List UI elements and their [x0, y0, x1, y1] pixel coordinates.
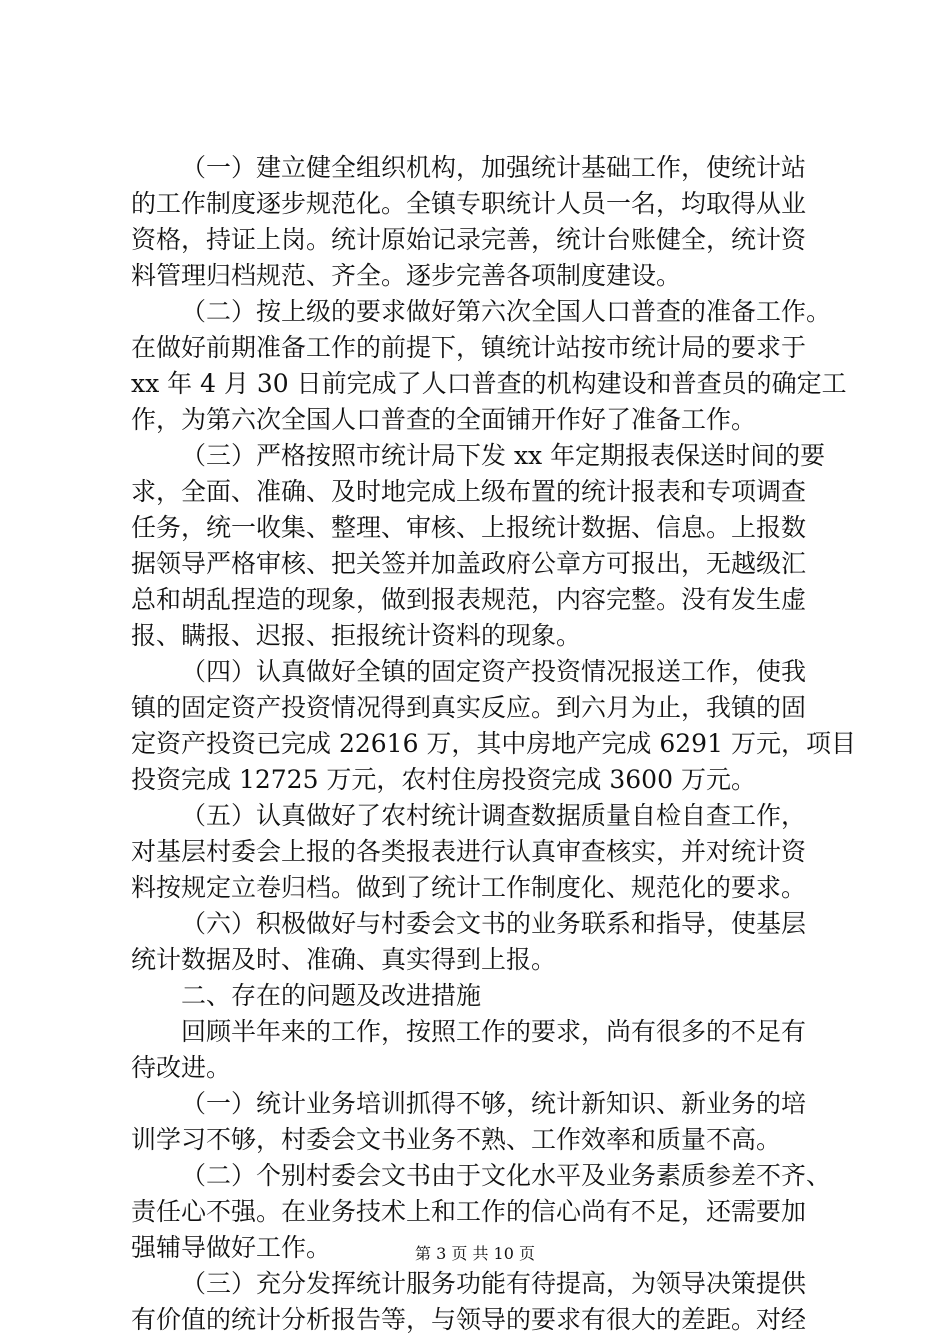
page-number-footer: 第 3 页 共 10 页 — [415, 1244, 535, 1263]
text-line: 回顾半年来的工作，按照工作的要求，尚有很多的不足有 — [181, 1017, 807, 1046]
text-line: （三）充分发挥统计服务功能有待提高，为领导决策提供 — [181, 1269, 807, 1298]
text-line: 料管理归档规范、齐全。逐步完善各项制度建设。 — [131, 261, 682, 290]
text-line: 的工作制度逐步规范化。全镇专职统计人员一名，均取得从业 — [131, 189, 807, 218]
text-line: 训学习不够，村委会文书业务不熟、工作效率和质量不高。 — [131, 1125, 782, 1154]
text-line: 在做好前期准备工作的前提下，镇统计站按市统计局的要求于 — [131, 333, 807, 362]
text-line: 镇的固定资产投资情况得到真实反应。到六月为止，我镇的固 — [131, 693, 807, 722]
text-line: （二）按上级的要求做好第六次全国人口普查的准备工作。 — [181, 297, 832, 326]
text-line: 据领导严格审核、把关签并加盖政府公章方可报出，无越级汇 — [131, 549, 807, 578]
text-line: （一）统计业务培训抓得不够，统计新知识、新业务的培 — [181, 1089, 807, 1118]
text-line: （二）个别村委会文书由于文化水平及业务素质参差不齐、 — [181, 1161, 832, 1190]
text-line: xx 年 4 月 30 日前完成了人口普查的机构建设和普查员的确定工 — [131, 369, 847, 398]
text-line: 投资完成 12725 万元，农村住房投资完成 3600 万元。 — [131, 765, 756, 794]
text-line: 总和胡乱捏造的现象，做到报表规范，内容完整。没有发生虚 — [131, 585, 807, 614]
text-line: 资格，持证上岗。统计原始记录完善，统计台账健全，统计资 — [131, 225, 807, 254]
text-line: 作，为第六次全国人口普查的全面铺开作好了准备工作。 — [131, 405, 757, 434]
text-line: 任务，统一收集、整理、审核、上报统计数据、信息。上报数 — [131, 513, 807, 542]
text-line: 有价值的统计分析报告等，与领导的要求有很大的差距。对经 — [131, 1305, 807, 1334]
text-line: （一）建立健全组织机构，加强统计基础工作，使统计站 — [181, 153, 807, 182]
text-line: 料按规定立卷归档。做到了统计工作制度化、规范化的要求。 — [131, 873, 807, 902]
document-body — [131, 150, 856, 1338]
text-line: 责任心不强。在业务技术上和工作的信心尚有不足，还需要加 — [131, 1197, 807, 1226]
text-line: 强辅导做好工作。 — [131, 1233, 332, 1262]
text-line: （三）严格按照市统计局下发 xx 年定期报表保送时间的要 — [181, 441, 826, 470]
text-line: 报、瞒报、迟报、拒报统计资料的现象。 — [131, 621, 582, 650]
text-line: 待改进。 — [131, 1053, 232, 1082]
section-heading: 二、存在的问题及改进措施 — [181, 981, 482, 1010]
text-line: （四）认真做好全镇的固定资产投资情况报送工作，使我 — [181, 657, 807, 686]
text-line: （六）积极做好与村委会文书的业务联系和指导，使基层 — [181, 909, 807, 938]
text-line: （五）认真做好了农村统计调查数据质量自检自查工作， — [181, 801, 807, 830]
text-line: 对基层村委会上报的各类报表进行认真审查核实，并对统计资 — [131, 837, 807, 866]
text-line: 求，全面、准确、及时地完成上级布置的统计报表和专项调查 — [131, 477, 807, 506]
text-line: 定资产投资已完成 22616 万，其中房地产完成 6291 万元，项目 — [131, 729, 856, 758]
text-line: 统计数据及时、准确、真实得到上报。 — [131, 945, 557, 974]
